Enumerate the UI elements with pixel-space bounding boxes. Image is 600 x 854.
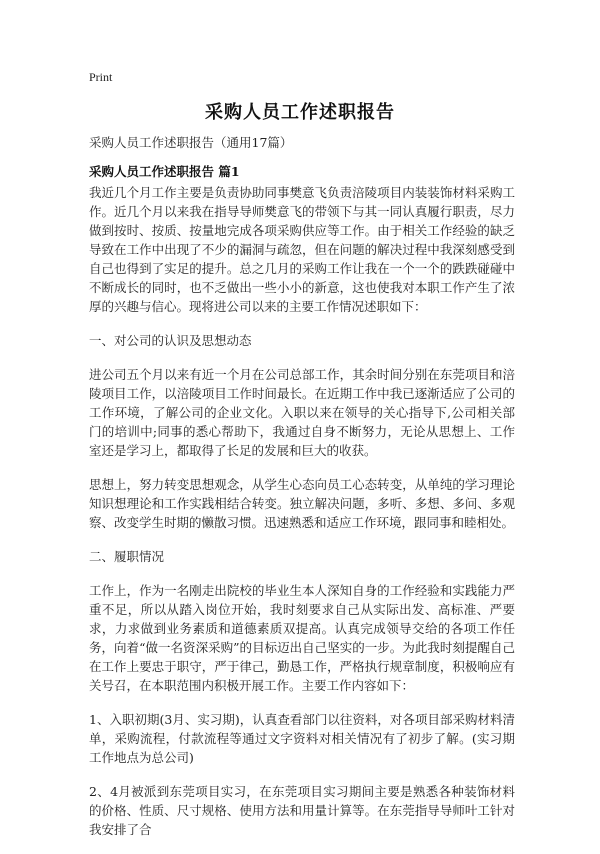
section-heading: 二、履职情况	[89, 549, 165, 564]
paragraph: 工作上，作为一名刚走出院校的毕业生本人深知自身的工作经验和实践能力严重不足，所以从踏入岗位开始，我时刻要求自己从实际出发、高标准、严要求，力求做到业务素质和道德素质双提高。认真完成领导交给的各项工作任务，向着“做一名资深采购”的目标迈出自己坚实的一步。为此我时刻提醒自己在工作上要忠于职守，严于律己，勤恳工作，严格执行规章制度，积极响应有关号召，在本职范围内积极开展工作。主要工作内容如下：	[89, 583, 515, 693]
paragraph: 我近几个月工作主要是负责协助同事樊意飞负责涪陵项目内装装饰材料采购工作。近几个月以来我在指导导师樊意飞的带领下与其一同认真履行职责，尽力做到按时、按质、按量地完成各项采购供应等工作。由于相关工作经验的缺乏导致在工作中出现了不少的漏洞与疏忽，但在问题的解决过程中我深刻感受到自己也得到了实足的提升。总之几月的采购工作让我在一个一个的跌跌碰碰中不断成长的同时，也不乏做出一些小小的新意，这也使我对本职工作产生了浓厚的兴趣与信心。现将进公司以来的主要工作情况述职如下：	[89, 185, 515, 314]
document-subtitle: 采购人员工作述职报告（通用17篇）	[89, 135, 293, 150]
print-link[interactable]: Print	[89, 70, 113, 84]
document-body	[89, 183, 515, 854]
paragraph: 2、4月被派到东莞项目实习，在东莞项目实习期间主要是熟悉各种装饰材料的价格、性质、尺寸规格、使用方法和用量计算等。在东莞指导导师叶工针对我安排了合	[89, 784, 515, 837]
paragraph: 1、入职初期(3月、实习期)，认真查看部门以往资料，对各项目部采购材料清单，采购流程，付款流程等通过文字资料对相关情况有了初步了解。(实习期工作地点为总公司)	[89, 712, 515, 765]
section-title: 采购人员工作述职报告 篇1	[89, 164, 240, 179]
section-heading: 一、对公司的认识及思想动态	[89, 333, 252, 348]
paragraph: 思想上，努力转变思想观念，从学生心态向员工心态转变，从单纯的学习理论知识想理论和工作实践相结合转变。独立解决问题，多听、多想、多问、多观察、改变学生时期的懒散习惯。迅速熟悉和适应工作环境，跟同事和睦相处。	[89, 477, 515, 530]
page-title: 采购人员工作述职报告	[205, 102, 395, 123]
paragraph: 进公司五个月以来有近一个月在公司总部工作，其余时间分别在东莞项目和涪陵项目工作，以涪陵项目工作时间最长。在近期工作中我已逐渐适应了公司的工作环境，了解公司的企业文化。入职以来在领导的关心指导下,公司相关部门的培训中;同事的悉心帮助下，我通过自身不断努力，无论从思想上、工作室还是学习上，都取得了长足的发展和巨大的收获。	[89, 367, 515, 458]
